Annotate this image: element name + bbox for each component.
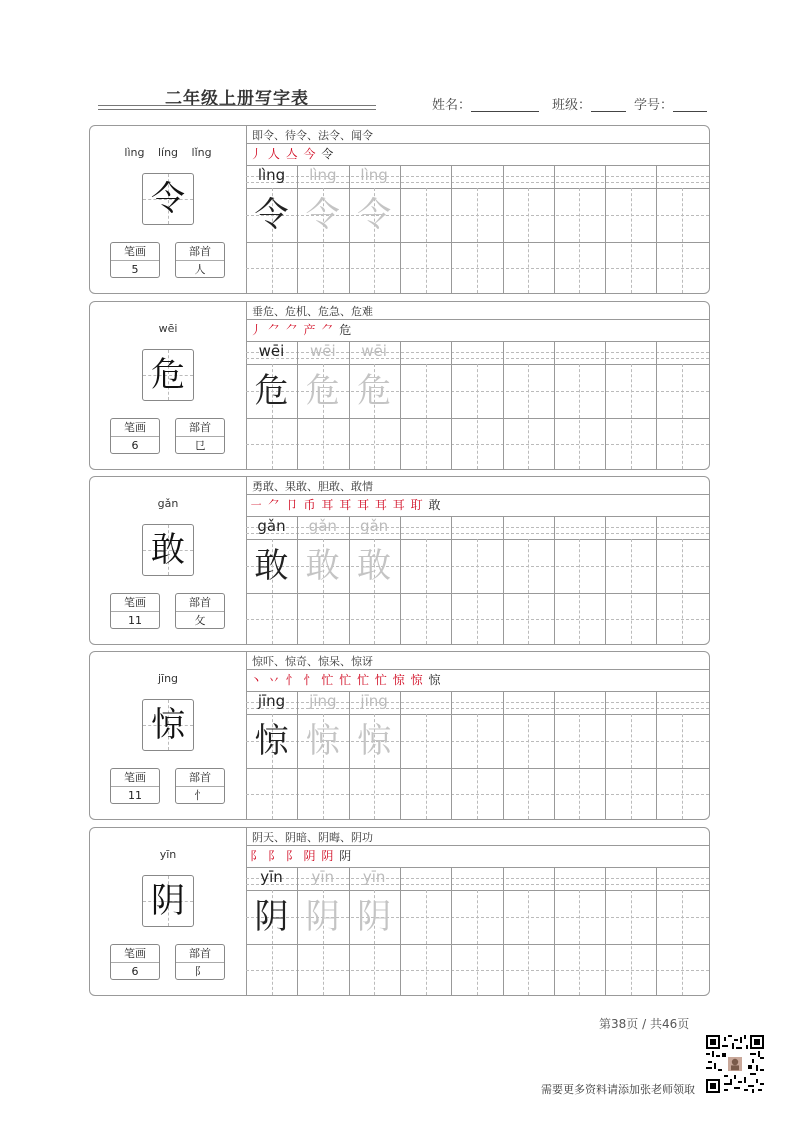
stroke-step: 惊 [410,673,424,687]
trace-character[interactable]: 惊 [305,721,340,761]
radical-box [175,593,225,629]
grid-column-midline [682,188,683,293]
grid-column-line [656,516,657,644]
grid-column-line [605,516,606,644]
character-card [89,125,710,294]
stroke-step: 丿 [250,147,264,161]
character-pinyin: jīng [157,672,179,685]
stroke-step: ⻖ [250,849,264,863]
grid-column-line [605,867,606,995]
grid-column-line [503,691,504,819]
title-underline [98,109,376,110]
grid-column-line [656,341,657,469]
character-glyph: 敢 [151,530,185,570]
stroke-step: 惊 [392,673,406,687]
grid-column-midline [528,714,529,819]
radical-label: 部首 [176,594,224,612]
radical-value: 人 [194,263,206,276]
grid-column-midline [682,539,683,644]
grid-column-midline [528,188,529,293]
character-box [142,875,194,927]
character-card [89,476,710,645]
model-character: 惊 [254,721,289,761]
stroke-count-value: 5 [131,263,139,276]
stroke-step: 阴 [339,849,353,863]
stroke-step: 敢 [428,498,442,512]
character-info-panel [90,652,247,819]
example-words: 勇敢、果敢、胆敢、敢情 [252,480,373,493]
stroke-step: 丶 [250,673,264,687]
radical-value: 㔾 [194,439,206,452]
grid-column-midline [579,539,580,644]
stroke-step: 阴 [321,849,335,863]
grid-column-line [451,165,452,293]
practice-pinyin: lìng [257,166,286,184]
qr-code [706,1035,764,1093]
stroke-order [250,496,441,513]
name-label: 姓名： [432,98,472,113]
radical-box [175,768,225,804]
trace-character[interactable]: 惊 [357,721,392,761]
grid-column-midline [682,364,683,469]
radical-value: 攵 [194,614,206,627]
stroke-step: 阝 [267,849,281,863]
stroke-count-label: 笔画 [111,419,159,437]
stroke-count-label: 笔画 [111,769,159,787]
stroke-step: 惊 [428,673,442,687]
stroke-step: 忙 [321,673,335,687]
stroke-step: 卩 [285,498,299,512]
character-info-panel [90,126,247,293]
grid-column-midline [426,188,427,293]
grid-column-midline [426,364,427,469]
stroke-step: 忄 [303,673,317,687]
stroke-step: ⺈ [267,498,281,512]
grid-column-midline [528,890,529,995]
grid-column-midline [682,714,683,819]
stroke-step: 忄 [285,673,299,687]
grid-column-midline [631,714,632,819]
page-number: 第38页 / 共46页 [599,1017,690,1031]
stroke-count-value: 6 [131,439,139,452]
radical-value: 忄 [194,789,206,802]
trace-character[interactable]: 令 [305,195,340,235]
practice-pinyin: lìng [360,166,388,184]
stroke-count-box [110,418,160,454]
stroke-step: 产 [303,323,317,337]
stroke-step: 丿 [250,323,264,337]
stroke-step: 币 [303,498,317,512]
trace-character[interactable]: 敢 [305,546,340,586]
character-info-panel [90,828,247,995]
stroke-step: 忙 [339,673,353,687]
practice-pinyin: gǎn [257,517,286,535]
grid-column-line [400,165,401,293]
grid-column-midline [426,539,427,644]
practice-pinyin: jīng [360,692,388,710]
grid-column-midline [631,890,632,995]
grid-column-line [656,165,657,293]
radical-box [175,418,225,454]
grid-column-line [554,341,555,469]
stroke-count-box [110,944,160,980]
stroke-step: 丷 [267,673,281,687]
stroke-step: 亼 [285,147,299,161]
grid-column-midline [426,890,427,995]
grid-column-line [451,691,452,819]
stroke-step: 今 [303,147,317,161]
row-divider [246,669,709,670]
grid-column-line [400,341,401,469]
character-box [142,524,194,576]
radical-label: 部首 [176,243,224,261]
stroke-step: 耳 [392,498,406,512]
grid-column-midline [631,364,632,469]
character-glyph: 令 [151,179,185,219]
grid-column-line [605,165,606,293]
stroke-count-box [110,242,160,278]
grid-column-midline [477,188,478,293]
grid-column-midline [579,890,580,995]
stroke-order [250,321,352,338]
grid-column-line [656,691,657,819]
trace-character[interactable]: 敢 [357,546,392,586]
stroke-count-box [110,593,160,629]
character-pinyin: gǎn [157,497,179,510]
model-character: 阴 [254,897,289,937]
stroke-step: ⺈ [285,323,299,337]
worksheet-title: 二年级上册写字表 [165,89,309,109]
grid-column-midline [579,714,580,819]
grid-column-line [554,516,555,644]
stroke-step: 阝 [285,849,299,863]
stroke-step: ㇐ [250,498,264,512]
stroke-step: 耳 [357,498,371,512]
stroke-step: 耵 [410,498,424,512]
example-words: 垂危、危机、危急、危难 [252,305,373,318]
stroke-step: ⺈ [321,323,335,337]
grid-column-line [451,867,452,995]
stroke-step: 危 [339,323,353,337]
character-box [142,699,194,751]
trace-character[interactable]: 危 [305,371,340,411]
example-words: 惊吓、惊奇、惊呆、惊讶 [252,655,373,668]
practice-pinyin: gǎn [359,517,389,535]
grid-column-midline [477,890,478,995]
radical-label: 部首 [176,769,224,787]
trace-character[interactable]: 危 [357,371,392,411]
stroke-step: 忙 [357,673,371,687]
trace-character[interactable]: 阴 [357,897,392,937]
student-id-label: 学号： [634,98,674,113]
model-character: 令 [254,195,289,235]
stroke-step: 耳 [374,498,388,512]
practice-pinyin: wēi [258,342,285,360]
grid-column-midline [477,364,478,469]
grid-column-midline [477,539,478,644]
grid-column-line [503,341,504,469]
grid-column-line [400,691,401,819]
grid-column-midline [528,364,529,469]
row-divider [246,494,709,495]
student-id-field[interactable] [634,94,707,113]
character-card [89,301,710,470]
radical-label: 部首 [176,945,224,963]
grid-column-midline [631,539,632,644]
row-divider [246,319,709,320]
practice-pinyin: gǎn [308,517,337,535]
grid-column-line [605,691,606,819]
stroke-step: 耳 [339,498,353,512]
practice-pinyin: wēi [361,342,387,360]
grid-column-line [503,165,504,293]
character-card [89,651,710,820]
character-card [89,827,710,996]
character-pinyin: wēi [158,322,178,335]
grid-column-line [605,341,606,469]
grid-column-midline [631,188,632,293]
character-glyph: 惊 [151,705,185,745]
model-character: 危 [254,371,289,411]
name-field[interactable] [432,94,539,113]
class-label: 班级： [552,98,592,113]
practice-pinyin: jīng [309,692,337,710]
character-glyph: 阴 [151,881,185,921]
grid-column-midline [477,714,478,819]
character-info-panel [90,477,247,644]
practice-pinyin: yīn [362,868,386,886]
grid-column-line [503,516,504,644]
radical-label: 部首 [176,419,224,437]
stroke-step: 耳 [321,498,335,512]
radical-box [175,944,225,980]
practice-pinyin: yīn [311,868,335,886]
grid-column-midline [528,539,529,644]
stroke-count-label: 笔画 [111,243,159,261]
grid-column-line [451,516,452,644]
title-underline [98,105,376,106]
character-info-panel [90,302,247,469]
trace-character[interactable]: 令 [357,195,392,235]
grid-column-midline [426,714,427,819]
stroke-step: ⺈ [267,323,281,337]
stroke-step: 阴 [303,849,317,863]
grid-column-line [554,165,555,293]
grid-column-line [656,867,657,995]
practice-pinyin: wēi [309,342,336,360]
grid-column-midline [579,364,580,469]
stroke-order [250,145,334,162]
stroke-step: 忙 [374,673,388,687]
stroke-count-value: 6 [131,965,139,978]
stroke-count-value: 11 [128,614,142,627]
grid-column-line [400,867,401,995]
practice-pinyin: lìng [309,166,337,184]
character-box [142,349,194,401]
grid-column-line [554,867,555,995]
stroke-step: 人 [267,147,281,161]
row-divider [246,845,709,846]
grid-column-line [554,691,555,819]
character-pinyin: lìng líng lǐng [124,146,212,159]
character-pinyin: yīn [159,848,177,861]
stroke-count-label: 笔画 [111,945,159,963]
stroke-order [250,847,352,864]
example-words: 阴天、阴暗、阴晦、阴功 [252,831,373,844]
grid-column-line [503,867,504,995]
stroke-count-box [110,768,160,804]
grid-column-midline [579,188,580,293]
radical-value: 阝 [194,965,206,978]
character-glyph: 危 [151,355,185,395]
practice-pinyin: yīn [260,868,283,886]
model-character: 敢 [254,546,289,586]
stroke-order [250,671,441,688]
row-divider [246,143,709,144]
grid-column-line [451,341,452,469]
footer-note: 需要更多资料请添加张老师领取 [541,1083,695,1096]
practice-pinyin: jīng [257,692,286,710]
stroke-step: 令 [321,147,335,161]
trace-character[interactable]: 阴 [305,897,340,937]
class-field[interactable] [552,94,626,113]
grid-column-line [400,516,401,644]
character-box [142,173,194,225]
grid-column-midline [682,890,683,995]
example-words: 即令、待令、法令、闻令 [252,129,373,142]
stroke-count-value: 11 [128,789,142,802]
radical-box [175,242,225,278]
stroke-count-label: 笔画 [111,594,159,612]
